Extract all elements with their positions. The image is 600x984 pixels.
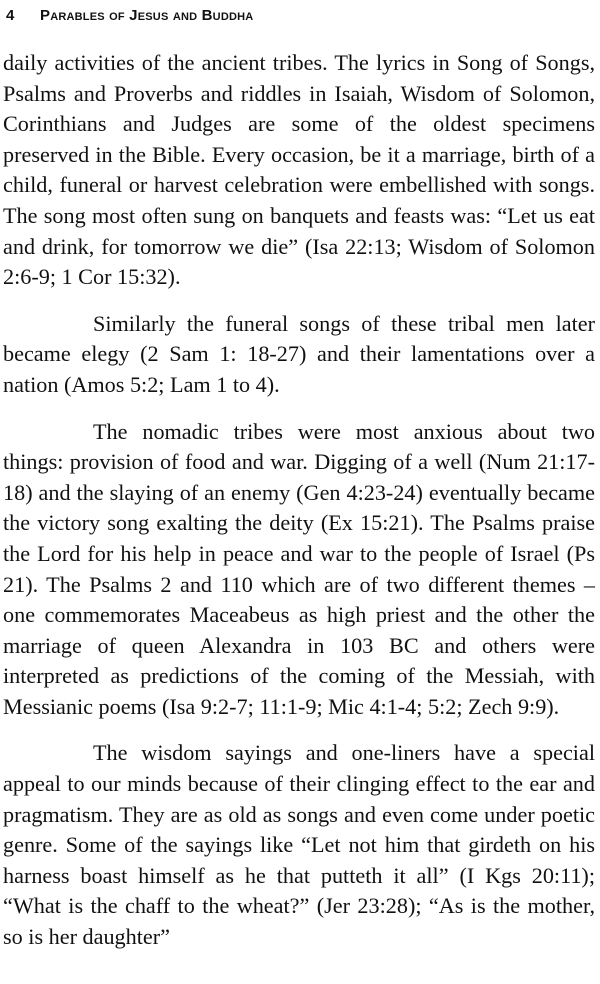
paragraph-nomadic-tribes: The nomadic tribes were most anxious about two things: provision of food and war. Digging of a well (Num 21:17-18) and the slaying of an enemy (Gen 4:23-24) eventually became the victory song exalting the deity (Ex 15:21). The Psalms praise the Lord for his help in peace and war to the people of Israel (Ps 21). The Psalms 2 and 110 which are of two different themes – one commemorates Maceabeus as high priest and the other the marriage of queen Alexandra in 103 BC and others were interpreted as predictions of the coming of the Messiah, with Messianic poems (Isa 9:2-7; 11:1-9; Mic 4:1-4; 5:2; Zech 9:9).	[3, 418, 595, 719]
paragraph-continued: daily activities of the ancient tribes. The lyrics in Song of Songs, Psalms and Proverbs and riddles in Isaiah, Wisdom of Solomon, Corinthians and Judges are some of the oldest specimens preserved in the Bible. Every occasion, be it a marriage, birth of a child, funeral or harvest celebration were embellished with songs. The song most often sung on banquets and feasts was: “Let us eat and drink, for tomorrow we die” (Isa 22:13; Wisdom of Solomon 2:6-9; 1 Cor 15:32).	[3, 50, 595, 290]
running-title: Parables of Jesus and Buddha	[40, 6, 254, 24]
paragraph-wisdom-sayings: The wisdom sayings and one-liners have a special appeal to our minds because of their clinging effect to the ear and pragmatism. They are as old as songs and even come under poetic genre. Some of the sayings like “Let not him that girdeth on his harness boast himself as he that putteth it all” (I Kgs 20:11); “What is the chaff to the wheat?” (Jer 23:28); “As is the mother, so is her daughter”	[3, 740, 595, 950]
running-header	[3, 0, 595, 30]
page-number: 4	[6, 6, 15, 24]
paragraph-funeral-songs: Similarly the funeral songs of these tribal men later became elegy (2 Sam 1: 18-27) and their lamentations over a nation (Amos 5:2; Lam 1 to 4).	[3, 310, 595, 397]
body-text	[3, 48, 595, 953]
